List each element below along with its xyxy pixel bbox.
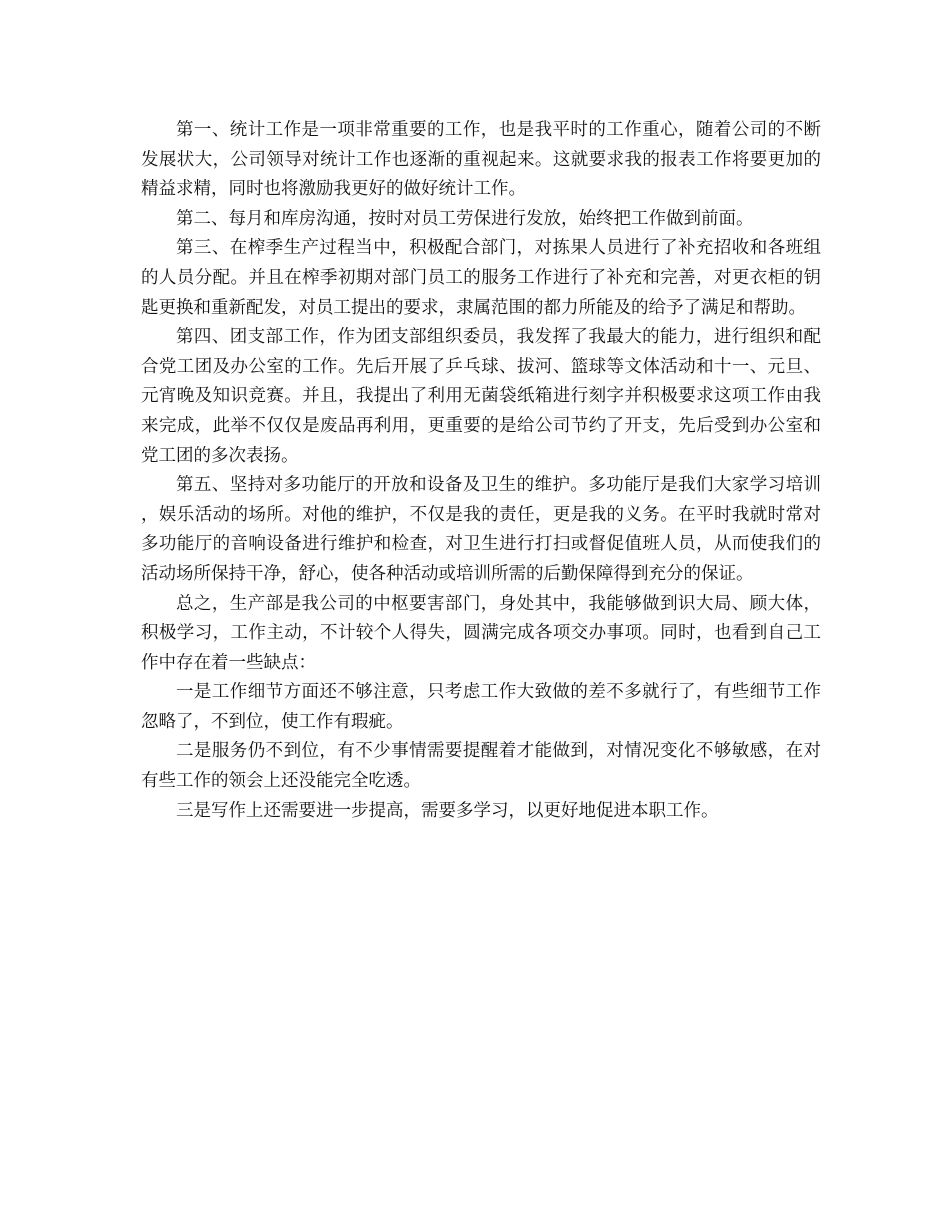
paragraph-youth-league-work: 第四、团支部工作，作为团支部组织委员，我发挥了我最大的能力，进行组织和配合党工团及办公室的工作。先后开展了乒乓球、拔河、篮球等文体活动和十一、元旦、元宵晚及知识竞赛。并且，我提出了利用无菌袋纸箱进行刻字并积极要求这项工作由我来完成，此举不仅仅是废品再利用，更重要的是给公司节约了开支，先后受到办公室和党工团的多次表扬。 [141, 327, 821, 466]
paragraph-pressing-season: 第三、在榨季生产过程当中，积极配合部门，对拣果人员进行了补充招收和各班组的人员分配。并且在榨季初期对部门员工的服务工作进行了补充和完善，对更衣柜的钥匙更换和重新配发，对员工提出的要求，隶属范围的都力所能及的给予了满足和帮助。 [141, 238, 821, 318]
paragraph-statistics-work: 第一、统计工作是一项非常重要的工作，也是我平时的工作重心，随着公司的不断发展状大，公司领导对统计工作也逐渐的重视起来。这就要求我的报表工作将要更加的精益求精，同时也将激励我更好的做好统计工作。 [141, 120, 821, 200]
paragraph-shortcoming-3: 三是写作上还需要进一步提高，需要多学习，以更好地促进本职工作。 [176, 800, 719, 821]
paragraph-warehouse-communication: 第二、每月和库房沟通，按时对员工劳保进行发放，始终把工作做到前面。 [176, 208, 754, 229]
paragraph-multifunction-hall: 第五、坚持对多功能厅的开放和设备及卫生的维护。多功能厅是我们大家学习培训，娱乐活动的场所。对他的维护，不仅是我的责任，更是我的义务。在平时我就时常对多功能厅的音响设备进行维护和检查，对卫生进行打扫或督促值班人员，从而使我们的活动场所保持干净，舒心，使各种活动或培训所需的后勤保障得到充分的保证。 [141, 475, 821, 584]
paragraph-shortcoming-2: 二是服务仍不到位，有不少事情需要提醒着才能做到，对情况变化不够敏感，在对有些工作的领会上还没能完全吃透。 [141, 741, 821, 792]
paragraph-summary: 总之，生产部是我公司的中枢要害部门，身处其中，我能够做到识大局、顾大体，积极学习，工作主动，不计较个人得失，圆满完成各项交办事项。同时，也看到自己工作中存在着一些缺点： [141, 593, 821, 673]
paragraph-shortcoming-1: 一是工作细节方面还不够注意，只考虑工作大致做的差不多就行了，有些细节工作忽略了，不到位，使工作有瑕疵。 [141, 682, 821, 732]
document-body [141, 116, 821, 826]
